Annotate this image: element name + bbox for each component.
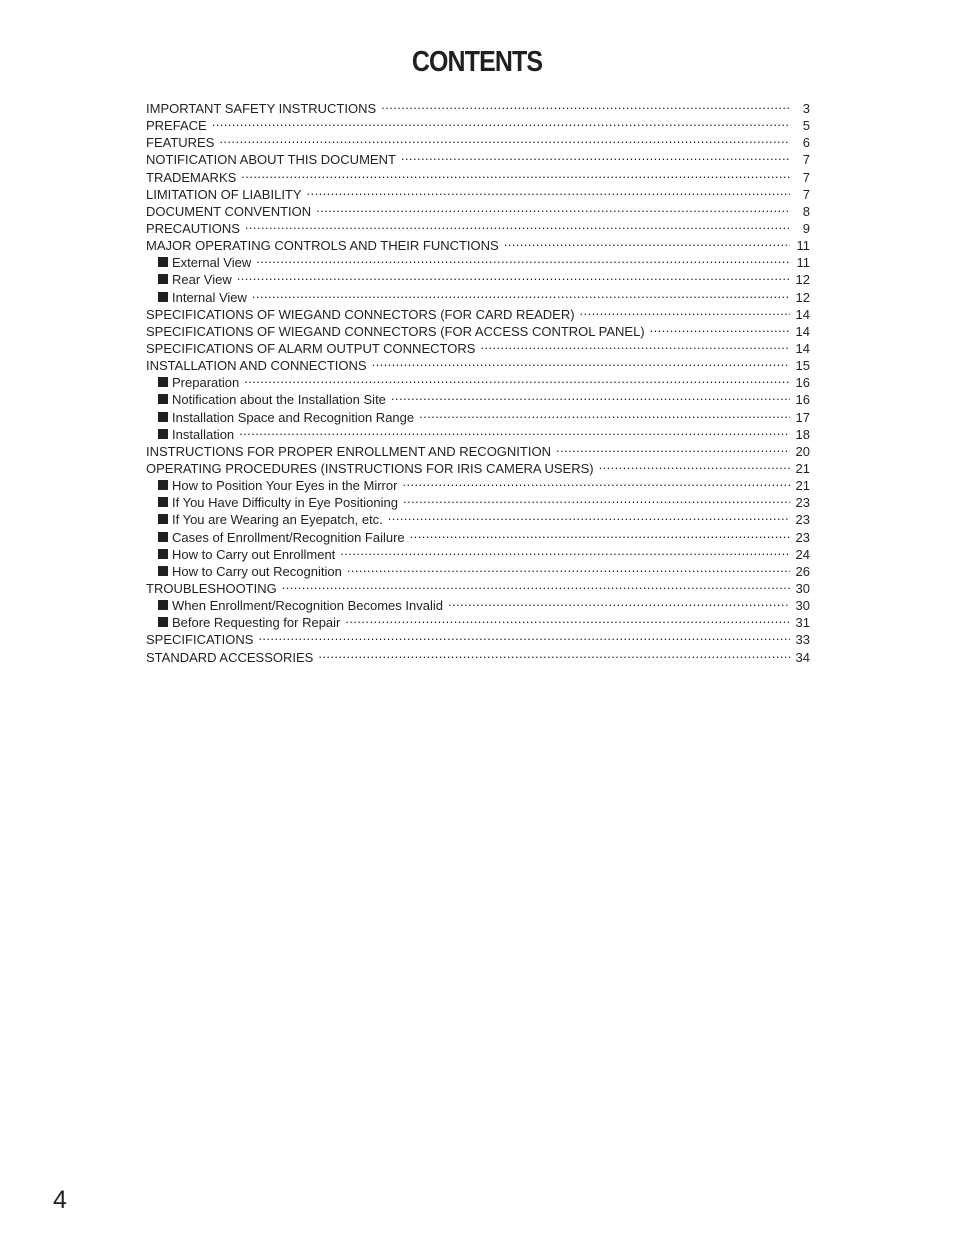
- toc-entry-label: DOCUMENT CONVENTION: [146, 203, 312, 219]
- toc-entry-page: 9: [802, 220, 810, 236]
- square-bullet-icon: [158, 549, 168, 559]
- toc-entry-label: MAJOR OPERATING CONTROLS AND THEIR FUNCTIONS: [146, 238, 499, 254]
- dot-leader: [650, 319, 790, 336]
- toc-entry[interactable]: [146, 267, 810, 288]
- toc-entry[interactable]: [146, 370, 810, 391]
- toc-entry-page: 18: [795, 426, 810, 442]
- toc-entry-label: TROUBLESHOOTING: [146, 580, 277, 596]
- toc-entry-label: Rear View: [172, 272, 232, 288]
- dot-leader: [345, 610, 790, 627]
- toc-entry-label: Preparation: [172, 375, 240, 391]
- toc-entry-label: SPECIFICATIONS OF ALARM OUTPUT CONNECTORS: [146, 340, 476, 356]
- dot-leader: [318, 645, 790, 662]
- toc-entry-page: 31: [795, 615, 810, 631]
- toc-entry[interactable]: [146, 130, 810, 151]
- toc-entry-page: 14: [795, 306, 810, 322]
- dot-leader: [381, 96, 790, 113]
- toc-entry-label: SPECIFICATIONS OF WIEGAND CONNECTORS (FOR CARD READER): [146, 306, 575, 322]
- toc-entry[interactable]: [146, 422, 810, 442]
- square-bullet-icon: [158, 429, 168, 439]
- toc-entry-label: How to Carry out Enrollment: [172, 546, 336, 562]
- dot-leader: [282, 576, 790, 593]
- toc-entry-label: External View: [172, 255, 252, 271]
- toc-entry-page: 7: [802, 152, 810, 168]
- toc-entry-page: 23: [795, 529, 810, 545]
- dot-leader: [388, 507, 790, 524]
- square-bullet-icon: [158, 377, 168, 387]
- dot-leader: [410, 525, 790, 542]
- toc-entry-label: Installation Space and Recognition Range: [172, 409, 415, 425]
- toc-entry-label: INSTRUCTIONS FOR PROPER ENROLLMENT AND RECOGNITION: [146, 443, 551, 459]
- toc-entry-page: 11: [796, 255, 810, 271]
- toc-entry-label: Internal View: [172, 289, 247, 305]
- toc-entry-page: 7: [802, 169, 810, 185]
- dot-leader: [239, 422, 790, 439]
- toc-entry-label: SPECIFICATIONS OF WIEGAND CONNECTORS (FOR ACCESS CONTROL PANEL): [146, 323, 645, 339]
- toc-entry-label: Notification about the Installation Site: [172, 392, 386, 408]
- square-bullet-icon: [158, 480, 168, 490]
- toc-entry-label: How to Position Your Eyes in the Mirror: [172, 478, 398, 494]
- dot-leader: [212, 113, 790, 130]
- toc-entry-label: FEATURES: [146, 135, 215, 151]
- toc-entry-page: 30: [795, 598, 810, 614]
- toc-entry-label: INSTALLATION AND CONNECTIONS: [146, 358, 367, 374]
- square-bullet-icon: [158, 394, 168, 404]
- toc-entry[interactable]: [146, 233, 810, 254]
- toc-entry-page: 23: [795, 512, 810, 528]
- toc-entry-label: PRECAUTIONS: [146, 220, 240, 236]
- dot-leader: [599, 456, 790, 473]
- dot-leader: [241, 165, 790, 182]
- toc-entry-page: 21: [795, 478, 810, 494]
- toc-entry-label: IMPORTANT SAFETY INSTRUCTIONS: [146, 101, 377, 116]
- square-bullet-icon: [158, 292, 168, 302]
- dot-leader: [307, 182, 790, 199]
- square-bullet-icon: [158, 274, 168, 284]
- square-bullet-icon: [158, 412, 168, 422]
- toc-entry[interactable]: [146, 165, 810, 185]
- toc-entry[interactable]: [146, 387, 810, 408]
- toc-entry-label: SPECIFICATIONS: [146, 632, 254, 648]
- toc-entry-page: 14: [795, 340, 810, 356]
- square-bullet-icon: [158, 566, 168, 576]
- dot-leader: [372, 353, 790, 370]
- toc-entry-page: 15: [795, 358, 810, 374]
- toc-entry-page: 24: [795, 546, 810, 562]
- page-title: CONTENTS: [411, 46, 543, 78]
- toc-entry[interactable]: [146, 182, 810, 202]
- toc-entry-label: OPERATING PROCEDURES (INSTRUCTIONS FOR IRIS CAMERA USERS): [146, 460, 594, 476]
- toc-entry-page: 33: [795, 632, 810, 648]
- toc-entry-page: 23: [795, 495, 810, 511]
- toc-entry-page: 5: [802, 118, 810, 134]
- toc-entry-page: 12: [795, 272, 810, 288]
- toc-entry-page: 21: [795, 460, 810, 476]
- dot-leader: [391, 387, 790, 404]
- square-bullet-icon: [158, 497, 168, 507]
- toc-entry-label: If You are Wearing an Eyepatch, etc.: [172, 512, 383, 528]
- dot-leader: [419, 405, 790, 422]
- dot-leader: [480, 336, 790, 353]
- dot-leader: [316, 199, 790, 216]
- dot-leader: [258, 627, 790, 644]
- dot-leader: [448, 593, 790, 610]
- toc-entry-page: 8: [802, 203, 810, 219]
- toc-entry-label: TRADEMARKS: [146, 169, 237, 185]
- dot-leader: [340, 542, 790, 559]
- toc-entry[interactable]: [146, 147, 810, 168]
- toc-entry-page: 14: [795, 323, 810, 339]
- toc-entry-page: 20: [795, 443, 810, 459]
- toc-entry[interactable]: [146, 216, 810, 236]
- square-bullet-icon: [158, 600, 168, 610]
- toc-entry-page: 34: [795, 649, 810, 665]
- toc-entry-label: Before Requesting for Repair: [172, 615, 341, 631]
- dot-leader: [402, 473, 790, 490]
- dot-leader: [347, 559, 790, 576]
- toc-entry[interactable]: [146, 285, 810, 305]
- toc-entry-page: 12: [795, 289, 810, 305]
- dot-leader: [580, 302, 790, 319]
- toc-entry-page: 6: [802, 135, 810, 151]
- dot-leader: [504, 233, 790, 250]
- dot-leader: [237, 267, 790, 284]
- toc-entry-label: NOTIFICATION ABOUT THIS DOCUMENT: [146, 152, 396, 168]
- toc-entry-label: Cases of Enrollment/Recognition Failure: [172, 529, 405, 545]
- toc-entry-label: When Enrollment/Recognition Becomes Invalid: [172, 598, 443, 614]
- toc-entry-label: PREFACE: [146, 118, 207, 134]
- toc-entry-page: 30: [795, 580, 810, 596]
- toc-entry-page: 17: [795, 409, 810, 425]
- toc-entry[interactable]: [146, 96, 810, 116]
- dot-leader: [256, 250, 790, 267]
- dot-leader: [219, 130, 790, 147]
- toc-entry[interactable]: [146, 113, 810, 134]
- toc-entry-page: 11: [796, 238, 810, 254]
- toc-entry-page: 3: [802, 101, 810, 116]
- toc-entry-label: How to Carry out Recognition: [172, 563, 342, 579]
- dot-leader: [401, 147, 790, 164]
- toc-entry[interactable]: [146, 439, 810, 459]
- square-bullet-icon: [158, 617, 168, 627]
- toc-entry-page: 26: [795, 563, 810, 579]
- toc-entry-label: LIMITATION OF LIABILITY: [146, 186, 302, 202]
- dot-leader: [403, 490, 790, 507]
- toc-entry-label: Installation: [172, 426, 235, 442]
- table-of-contents: [146, 96, 810, 665]
- dot-leader: [556, 439, 790, 456]
- toc-entry-page: 7: [802, 186, 810, 202]
- square-bullet-icon: [158, 532, 168, 542]
- toc-entry-label: If You Have Difficulty in Eye Positioning: [172, 495, 398, 511]
- toc-entry-page: 16: [795, 375, 810, 391]
- toc-entry-page: 16: [795, 392, 810, 408]
- dot-leader: [245, 216, 790, 233]
- square-bullet-icon: [158, 514, 168, 524]
- dot-leader: [244, 370, 790, 387]
- dot-leader: [252, 285, 790, 302]
- toc-entry-label: STANDARD ACCESSORIES: [146, 649, 314, 665]
- page-number: 4: [53, 1186, 67, 1214]
- square-bullet-icon: [158, 257, 168, 267]
